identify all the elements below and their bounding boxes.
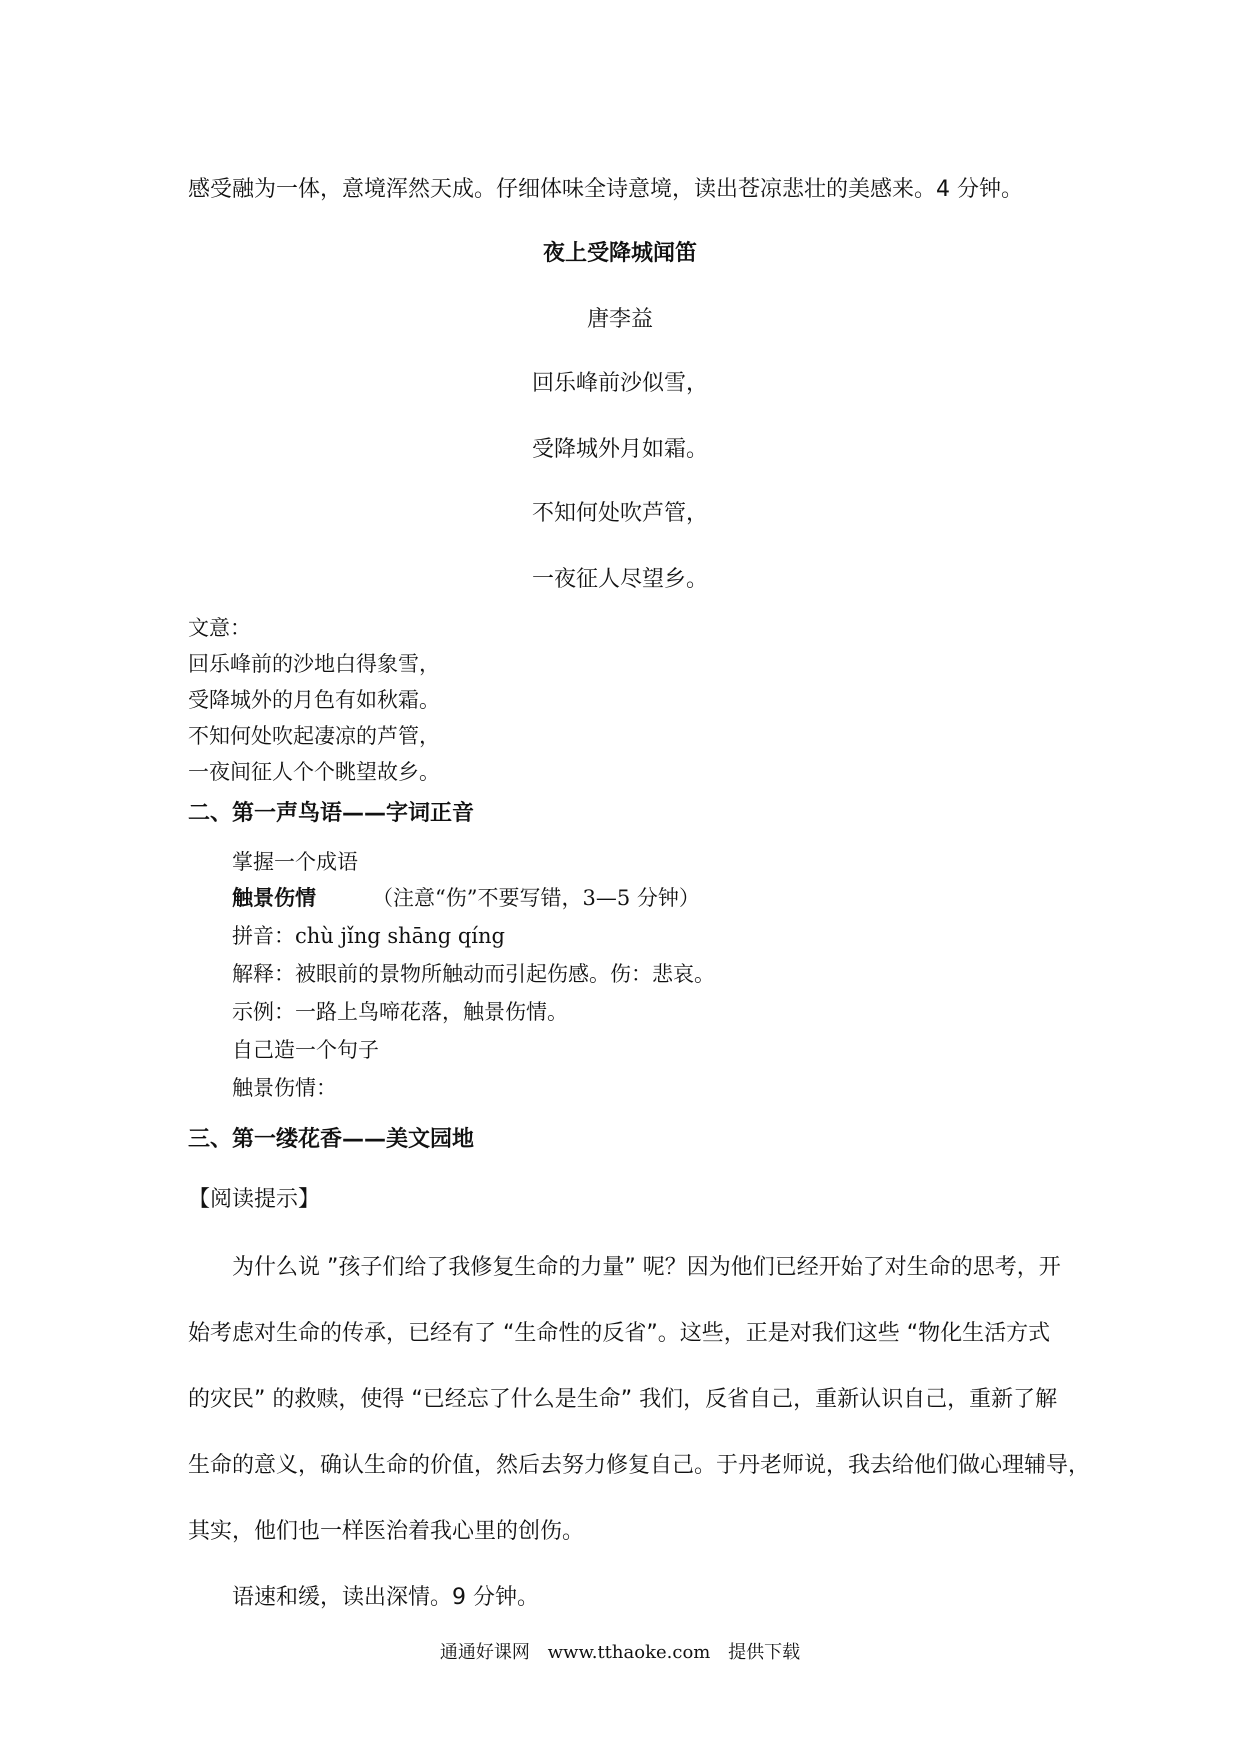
footer-action: 提供下载: [728, 1642, 801, 1663]
idiom-note: （注意“伤”不要写错，3—5 分钟）: [372, 886, 700, 910]
section2-intro: 掌握一个成语: [232, 850, 358, 874]
meaning-line: 受降城外的月色有如秋霜。: [188, 688, 440, 712]
sentence-task: 自己造一个句子: [232, 1038, 379, 1062]
poem-line: 不知何处吹芦管，: [531, 501, 708, 526]
paragraph-line: 生命的意义，确认生命的价值，然后去努力修复自己。于丹老师说，我去给他们做心理辅导，: [188, 1453, 1091, 1478]
idiom-example: 示例：一路上鸟啼花落，触景伤情。: [232, 1000, 568, 1024]
sentence-prompt: 触景伤情：: [232, 1076, 337, 1100]
section2-heading: 二、第一声鸟语——字词正音: [188, 801, 475, 826]
poem-author: 唐李益: [586, 307, 653, 332]
meaning-label: 文意：: [188, 616, 251, 640]
page-footer: [0, 1638, 1240, 1664]
footer-site-name: 通通好课网: [439, 1642, 530, 1663]
idiom-pinyin: 拼音：chù jǐng shāng qíng: [232, 924, 505, 948]
intro-line: 感受融为一体，意境浑然天成。仔细体味全诗意境，读出苍凉悲壮的美感来。4 分钟。: [188, 177, 1023, 202]
poem-line: 回乐峰前沙似雪，: [531, 371, 708, 396]
paragraph-line: 为什么说 ”孩子们给了我修复生命的力量” 呢？因为他们已经开始了对生命的思考，开: [232, 1255, 1061, 1280]
idiom-explanation: 解释：被眼前的景物所触动而引起伤感。伤：悲哀。: [232, 962, 715, 986]
footer-url[interactable]: www.tthaoke.com: [547, 1642, 711, 1663]
reading-tip-label: 【阅读提示】: [188, 1187, 321, 1212]
poem-title: 夜上受降城闻笛: [542, 241, 697, 266]
idiom-term: 触景伤情: [232, 885, 316, 910]
section3-heading: 三、第一缕花香——美文园地: [188, 1127, 475, 1152]
paragraph-line: 的灾民” 的救赎，使得 “已经忘了什么是生命” 我们，反省自己，重新认识自己，重新了解: [188, 1387, 1058, 1412]
reading-instruction: 语速和缓，读出深情。9 分钟。: [232, 1585, 539, 1610]
poem-line: 受降城外月如霜。: [531, 437, 708, 462]
meaning-line: 回乐峰前的沙地白得象雪，: [188, 652, 440, 676]
paragraph-line: 始考虑对生命的传承，已经有了 “生命性的反省”。这些，正是对我们这些 “物化生活方式: [188, 1321, 1051, 1346]
meaning-line: 不知何处吹起凄凉的芦管，: [188, 724, 440, 748]
meaning-line: 一夜间征人个个眺望故乡。: [188, 760, 440, 784]
poem-line: 一夜征人尽望乡。: [531, 567, 708, 592]
paragraph-line: 其实，他们也一样医治着我心里的创伤。: [188, 1519, 585, 1544]
